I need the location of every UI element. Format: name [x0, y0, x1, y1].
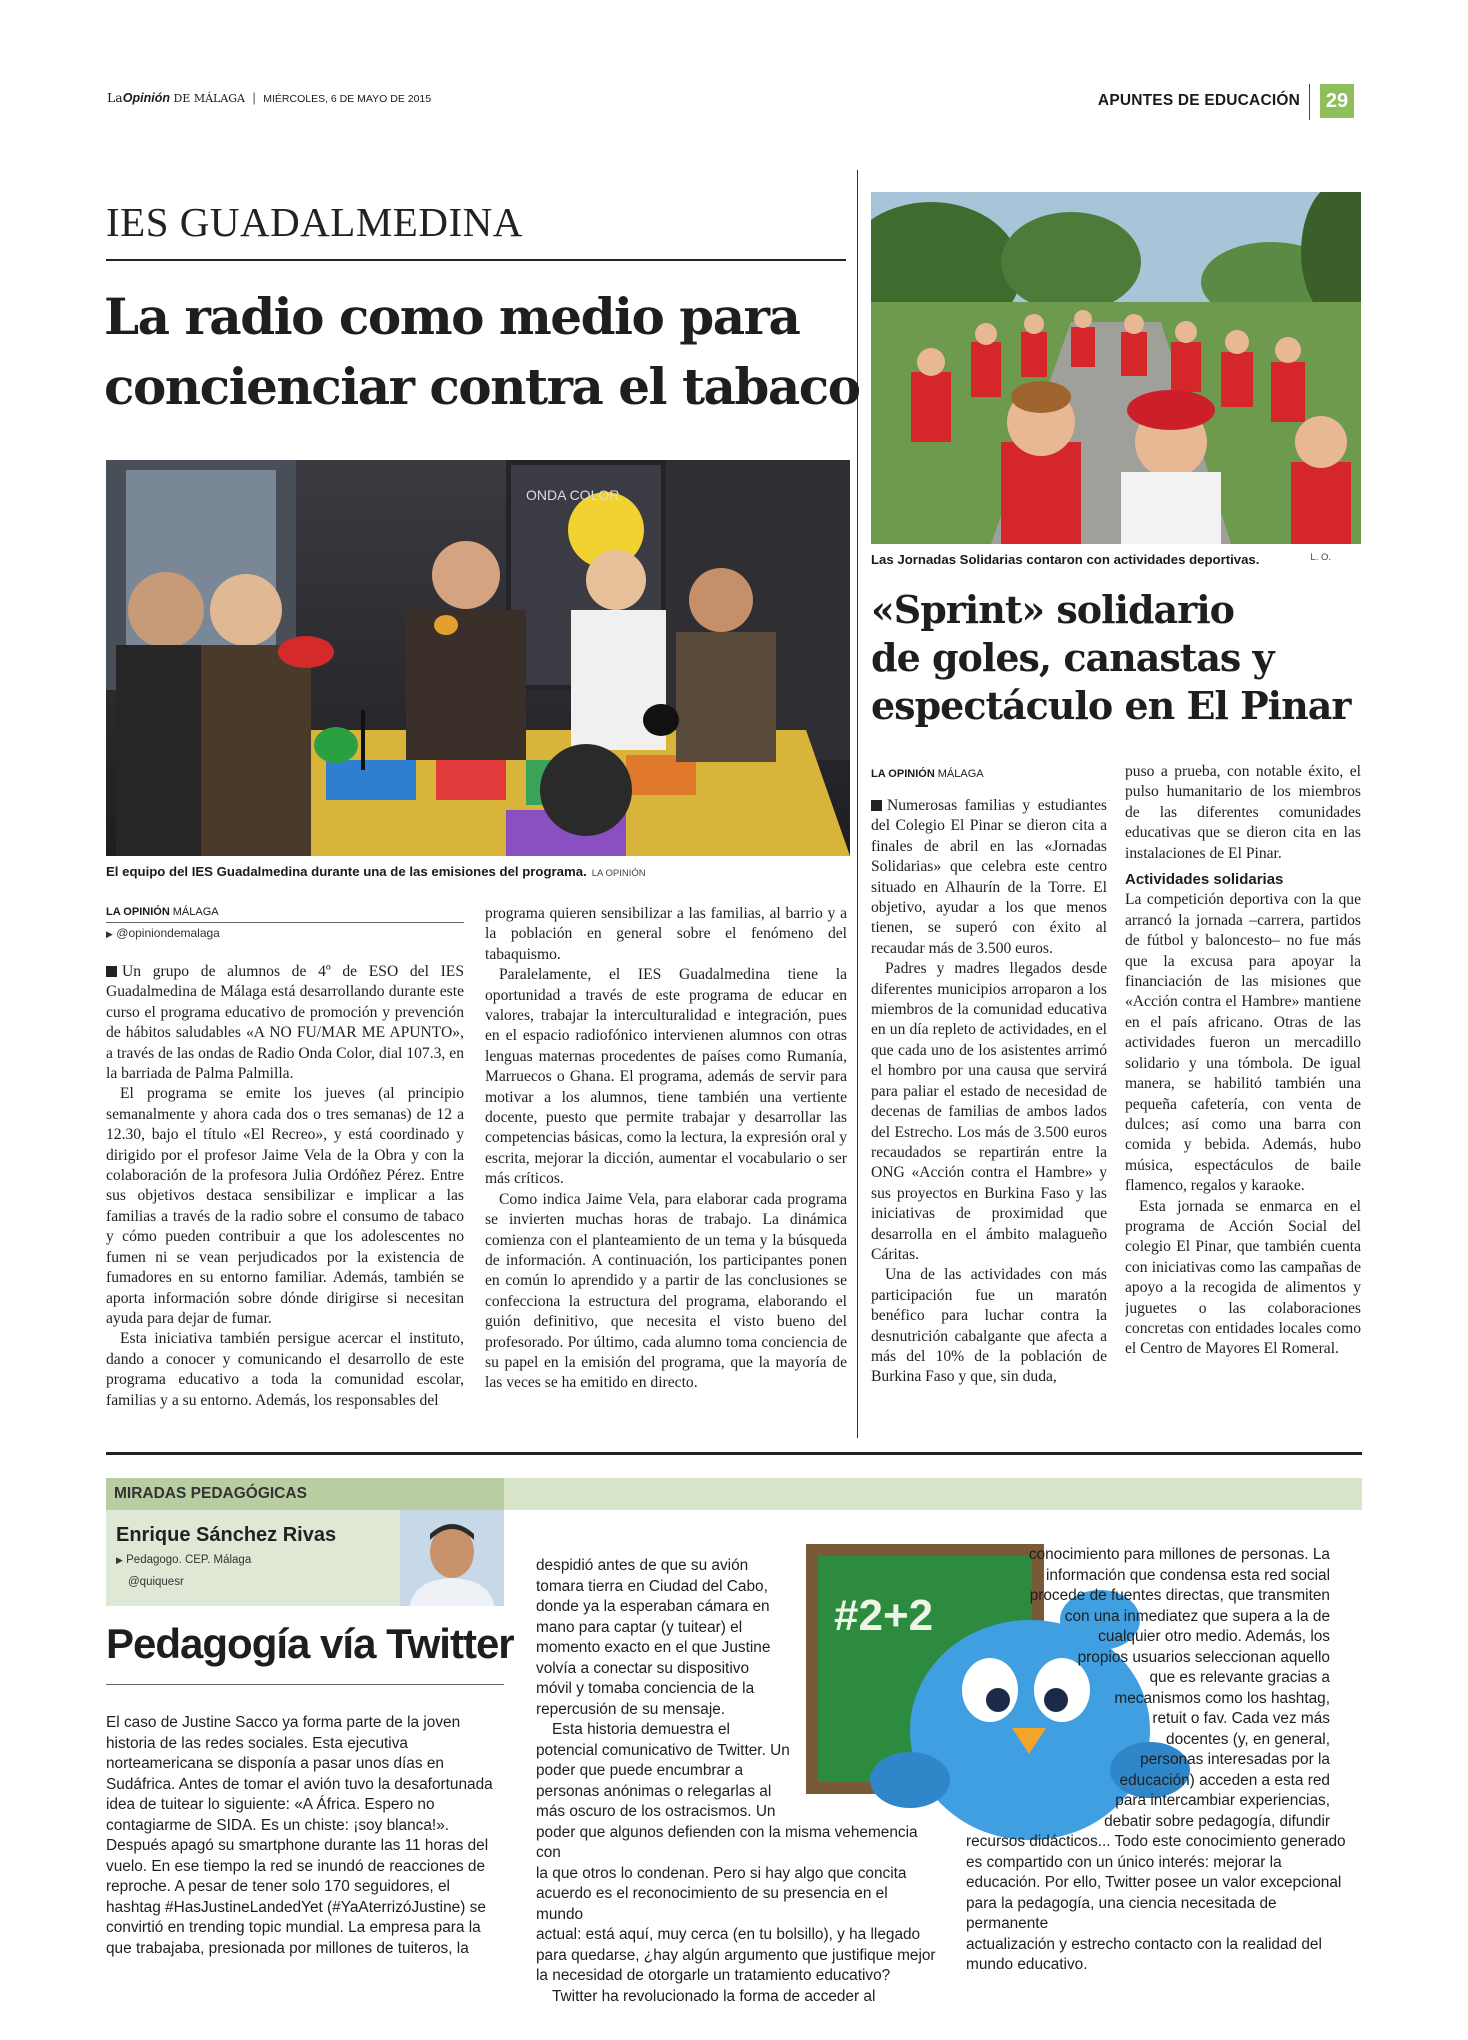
text-line: mano para captar (y tuitear) el [536, 1618, 743, 1636]
paragraph: Padres y madres llegados desde diferentes municipios arroparon a los miembros de la comunidad educativa en un día repleto de actividades, en el que cada uno de los asistentes arrimó el hombro por una causa que servirá para paliar el estado de necesidad de decenas de familias de ambos lados del Estrecho. Los más de 3.500 euros recaudados se repartirán entre la ONG «Acción contra el Hambre» y sus proyectos en Burkina Faso y las iniciativas de proximidad que desarrolla en el ámbito malagueño Cáritas. [871, 960, 1107, 1263]
text-line: retuit o fav. Cada vez más [1152, 1710, 1330, 1727]
text-line: momento exacto en el que Justine [536, 1639, 771, 1656]
twitter-handle[interactable] [106, 926, 220, 940]
column-text-1 [106, 1713, 498, 1973]
paragraph: puso a prueba, con notable éxito, el pulso humanitario de los miembros de las diferentes comunidades educativas que se dieron cita en las instalaciones de El Pinar. [1125, 763, 1361, 862]
photo-caption: Las Jornadas Solidarias contaron con actividades deportivas. L. O. [871, 552, 1331, 567]
paragraph: Como indica Jaime Vela, para elaborar cada programa se invierten muchas horas de trabajo. La dinámica comienza con el planteamiento de un tema y la búsqueda de información. A continuación, los participantes ponen en común lo aprendido y a partir de las conclusiones se confecciona la estructura del programa, elaborando el guión definitivo, que necesita el visto bueno del profesorado. Por último, cada alumno toma conciencia de su papel en la emisión del programa, que la mayoría de las veces se ha emitido en directo. [485, 1190, 847, 1392]
text-line: conocimiento para millones de personas. La [1028, 1546, 1330, 1563]
arrow-icon: ▶ [106, 929, 113, 939]
text-line: la que otros lo condenan. Pero si hay algo que concita [536, 1864, 907, 1882]
chalkboard-text: #2+2 [834, 1591, 934, 1640]
paragraph: La competición deportiva con la que arrancó la jornada –carrera, partidos de fútbol y baloncesto– no fue más que la excusa para apoyar la financiación de las misiones que «Acción contra el Hambre» mantiene en el país africano. Otras de las actividades fueron un mercadillo solidario y una tómbola. De igual manera, se habilitó también una pequeña cafetería, con venta de dulces; así como una barra con comida y bebida. Además, hubo música, espectáculos de baile flamenco, regalos y karaoke. [1125, 891, 1361, 1195]
author-avatar [400, 1510, 504, 1606]
headline-line-2: concienciar contra el tabaco [104, 357, 860, 416]
text-line: para quedarse, ¿hay algún argumento que justifique mejor [536, 1946, 936, 1964]
article-headline [104, 282, 860, 422]
subheading: Actividades solidarias [1125, 871, 1284, 889]
byline-source: LA OPINIÓN [106, 906, 170, 918]
text-line: la necesidad de otorgarle un tratamiento educativo? [536, 1967, 891, 1984]
paragraph-marker-icon [871, 800, 882, 811]
column-headline: Pedagogía vía Twitter [106, 1620, 514, 1667]
headline-line-3: espectáculo en El Pinar [871, 683, 1351, 728]
paragraph: Una de las actividades con más participación fue un maratón benéfico para luchar contra la desnutrición cabalgante que afecta a más del 10% de la población de Burkina Faso y que, sin duda, [871, 1266, 1107, 1386]
photo-credit: LA OPINIÓN [591, 868, 646, 879]
studio-sign-text: ONDA COLOR [526, 487, 620, 503]
byline-city: MÁLAGA [937, 768, 984, 780]
paragraph: Paralelamente, el IES Guadalmedina tiene la oportunidad a través de este programa de educar en valores, trabajar la interculturalidad e integración, pues en el espacio radiofónico intervienen alumnos con otras lenguas maternas procedentes de países como Rumanía, Marruecos o Ghana. El programa, además de servir para motivar a los alumnos, tiene también una vertiente docente, puesto que permite trabajar y desarrollar las competencias básicas, como la lectura, la expresión oral y escrita, mejorar la dicción, aumentar el vocabulario o ser más críticos. [485, 966, 847, 1188]
author-box [106, 1510, 504, 1606]
brand-opinion: Opinión [122, 91, 170, 105]
page-header [107, 84, 1362, 124]
article-byline [871, 768, 984, 780]
article-column-1 [106, 962, 464, 1436]
text-line: despidió antes de que su avión [536, 1557, 749, 1574]
article-byline [106, 906, 219, 918]
masthead: LaOpinión DE MÁLAGA | MIÉRCOLES, 6 DE MAYO DE 2015 [107, 90, 432, 105]
column-text-2 [536, 1556, 936, 2007]
text-line: donde ya la esperaban cámara en [536, 1598, 770, 1615]
text-line: personas interesadas por la [1140, 1751, 1330, 1768]
paragraph: El caso de Justine Sacco ya forma parte de la joven historia de las redes sociales. Esta ejecutiva norteamericana se disponía a pasar unos días en Sudáfrica. Antes de tomar el avión tuvo la desafortunada idea de tuitear lo siguiente: «A África. Espero no contagiarme de SIDA. Es un chiste: ¡soy blanca!». Después apagó su smartphone durante las 11 horas del vuelo. En ese tiempo la red se inundó de reacciones de reproche. A pesar de tener solo 170 seguidores, el hashtag #HasJustineLandedYet (#YaAterrizóJustine) se convirtió en trending topic mundial. La empresa para la que trabajaba, presionada por millones de tuiteros, la [106, 1714, 493, 1957]
byline-source: LA OPINIÓN [871, 768, 935, 780]
text-line: mecanismos como los hashtag, [1114, 1689, 1330, 1707]
text-line: para intercambiar experiencias, [1115, 1792, 1330, 1809]
brand-city: DE MÁLAGA [173, 92, 246, 105]
text-line: para la pedagogía, una ciencia necesitada de permanente [966, 1894, 1277, 1932]
text-line: acuerdo es el reconocimiento de su presencia en el mundo [536, 1885, 888, 1923]
article-column-1 [871, 796, 1107, 1436]
radio-studio-photo [106, 460, 850, 856]
paragraph: programa quieren sensibilizar a las familias, al barrio y a la población en general sobre el fenómeno del tabaquismo. [485, 905, 847, 963]
arrow-icon: ▶ [116, 1555, 123, 1565]
text-line: actualización y estrecho contacto con la realidad del [966, 1935, 1322, 1953]
text-line: potencial comunicativo de Twitter. Un [536, 1741, 790, 1759]
paragraph: El programa se emite los jueves (al principio semanalmente y ahora cada dos o tres semanas) de 12 a 12.30, bajo el título «El Recreo», y está coordinado y dirigido por el profesor Jaime Vela de la Obra y con la colaboración de la profesora Julia Ordóñez Pérez. Entre sus objetivos destaca sensibilizar e implicar a las familias a través de la radio sobre el consumo de tabaco y cómo pueden contribuir a que los adolescentes no fumen ni se vean perjudicados por la existencia de fumadores en su entorno familiar. Además, también se aporta información sobre dónde dirigirse si necesitan ayuda para dejar de fumar. [106, 1085, 464, 1327]
text-line: personas anónimas o relegarlas al [536, 1782, 772, 1800]
article-kicker: IES GUADALMEDINA [106, 199, 523, 245]
text-line: con una inmediatez que supera a la de [1064, 1607, 1330, 1625]
article-column-2 [485, 904, 847, 1436]
page-number: 29 [1320, 84, 1354, 118]
paragraph: Esta iniciativa también persigue acercar el instituto, dando a conocer y comunicando el desarrollo de este programa educativo a toda la comunidad escolar, familias y a su entorno. Además, los responsables del [106, 1330, 464, 1409]
text-line: móvil y tomaba conciencia de la [536, 1680, 755, 1697]
race-photo [871, 192, 1361, 544]
paragraph: Esta jornada se enmarca en el programa de Acción Social del colegio El Pinar, que también cuenta con iniciativas como las campañas de apoyo a la recogida de alimentos y juguetes o las colaboraciones concretas con entidades locales como el Centro de Mayores El Romeral. [1125, 1197, 1361, 1358]
race-illustration [871, 192, 1361, 544]
paragraph: Numerosas familias y estudiantes del Colegio El Pinar se dieron cita a finales de abril en las «Jornadas Solidarias» que celebra este centro situado en Alhaurín de la Torre. El objetivo, ayudar a los que menos tienen, se superó con éxito al recaudar más de 3.500 euros. [871, 797, 1107, 957]
article-column-2 [1125, 762, 1361, 1436]
text-line: poder que algunos defienden con la misma vehemencia con [536, 1823, 918, 1861]
radio-studio-illustration [106, 460, 850, 856]
text-line: poder que puede encumbrar a [536, 1762, 744, 1779]
text-line: debatir sobre pedagogía, difundir [1104, 1812, 1330, 1830]
text-line: que es relevante gracias a [1149, 1669, 1330, 1686]
text-line: actual: está aquí, muy cerca (en tu bolsillo), y ha llegado [536, 1926, 921, 1943]
column-text-3 [966, 1545, 1362, 1976]
author-role: ▶ Pedagogo. CEP. Málaga [116, 1554, 252, 1566]
headline-line-1: La radio como medio para [104, 287, 800, 346]
author-name: Enrique Sánchez Rivas [116, 1524, 337, 1546]
author-handle[interactable]: @quiquesr [128, 1576, 184, 1588]
text-line: es compartido con un único interés: mejorar la [966, 1853, 1282, 1871]
text-line: mundo educativo. [966, 1956, 1088, 1973]
text-line: Twitter ha revolucionado la forma de acceder al [552, 1987, 876, 2005]
brand-la: La [107, 90, 123, 105]
section-title: APUNTES DE EDUCACIÓN [1097, 92, 1300, 109]
headline-line-2: de goles, canastas y [871, 635, 1274, 680]
photo-credit: L. O. [1310, 552, 1331, 563]
text-line: tomara tierra en Ciudad del Cabo, [536, 1577, 768, 1595]
text-line: volvía a conectar su dispositivo [536, 1659, 750, 1677]
text-line: Esta historia demuestra el [552, 1721, 730, 1738]
issue-date: MIÉRCOLES, 6 DE MAYO DE 2015 [263, 93, 432, 105]
text-line: recursos didácticos... Todo este conocimiento generado [966, 1833, 1346, 1850]
headline-line-1: «Sprint» solidario [871, 587, 1234, 632]
text-line: docentes (y, en general, [1166, 1730, 1330, 1748]
text-line: educación. Por ello, Twitter posee un valor excepcional [966, 1874, 1342, 1891]
byline-city: MÁLAGA [172, 906, 219, 918]
paragraph-marker-icon [106, 966, 117, 977]
text-line: más oscuro de los ostracismos. Un [536, 1803, 776, 1820]
text-line: cualquier otro medio. Además, los [1098, 1628, 1330, 1645]
text-line: información que condensa esta red social [1045, 1566, 1330, 1584]
article-headline [871, 586, 1350, 730]
section-rule [106, 1452, 1362, 1455]
text-line: propios usuarios seleccionan aquello [1077, 1648, 1330, 1666]
text-line: educación) acceden a esta red [1119, 1771, 1330, 1789]
kicker-underline [106, 259, 846, 261]
handle-text: @opiniondemalaga [116, 926, 220, 940]
text-line: procede de fuentes directas, que transmiten [1029, 1587, 1330, 1604]
text-line: repercusión de su mensaje. [536, 1700, 726, 1718]
section-label: MIRADAS PEDAGÓGICAS [106, 1478, 504, 1510]
photo-caption: El equipo del IES Guadalmedina durante una de las emisiones del programa. LA OPINIÓN [106, 864, 646, 879]
paragraph: Un grupo de alumnos de 4º de ESO del IES Guadalmedina de Málaga está desarrollando durante este curso el programa educativo de promoción y prevención de hábitos saludables «A NO FU/MAR ME APUNTO», a través de las ondas de Radio Onda Color, dial 107.3, en la barriada de Palma Palmilla. [106, 963, 464, 1083]
